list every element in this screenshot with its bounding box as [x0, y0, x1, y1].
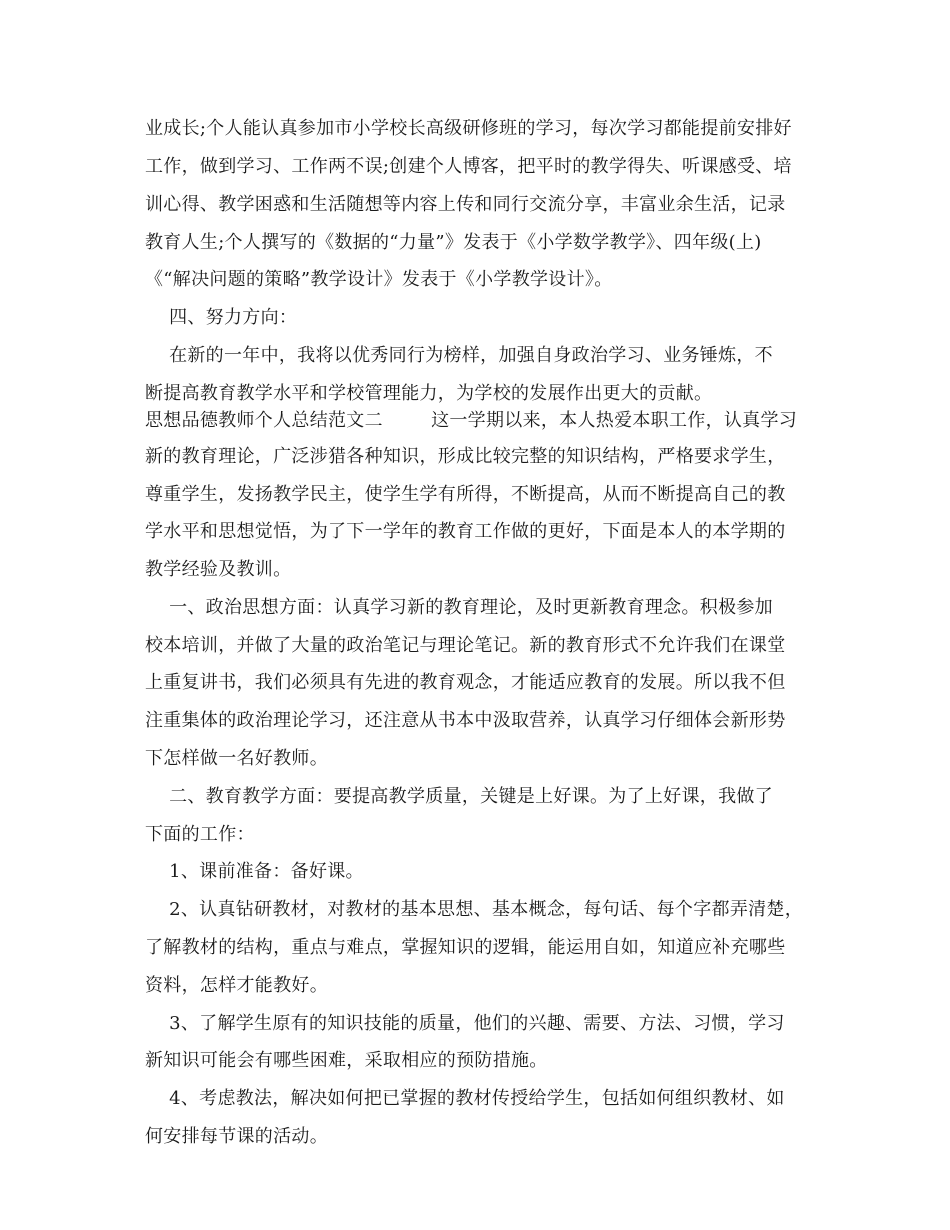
text-line: 断提高教育教学水平和学校管理能力，为学校的发展作出更大的贡献。	[145, 383, 713, 404]
text-line: 何安排每节课的活动。	[145, 1126, 328, 1147]
text-line: 工作，做到学习、工作两不误;创建个人博客，把平时的教学得失、听课感受、培	[145, 156, 792, 177]
text-line: 下面的工作：	[145, 824, 255, 845]
text-line: 教育人生;个人撰写的《数据的“力量”》发表于《小学数学教学》、四年级(上)	[145, 232, 762, 253]
text-line: 新的教育理论，广泛涉猎各种知识，形成比较完整的知识结构，严格要求学生，	[145, 446, 786, 467]
text-line: 新知识可能会有哪些困难，采取相应的预防措施。	[145, 1050, 548, 1071]
text-line: 训心得、教学困惑和生活随想等内容上传和同行交流分享，丰富业余生活，记录	[145, 194, 786, 215]
text-line: 注重集体的政治理论学习，还注意从书本中汲取营养，认真学习仔细体会新形势	[145, 710, 786, 731]
text-line: 尊重学生，发扬教学民主，使学生学有所得，不断提高，从而不断提高自己的教	[145, 484, 786, 505]
text-line: 在新的一年中，我将以优秀同行为榜样，加强自身政治学习、业务锤炼，不	[145, 345, 773, 366]
text-line: 1、课前准备：备好课。	[145, 861, 364, 882]
text-line: 一、政治思想方面：认真学习新的教育理论，及时更新教育理念。积极参加	[145, 597, 773, 618]
text-line: 校本培训，并做了大量的政治笔记与理论笔记。新的教育形式不允许我们在课堂	[145, 635, 786, 656]
text-line: 2、认真钻研教材，对教材的基本思想、基本概念，每句话、每个字都弄清楚，	[145, 899, 804, 920]
text-line: 《“解决问题的策略”教学设计》发表于《小学教学设计》。	[145, 269, 613, 290]
text-line: 上重复讲书，我们必须具有先进的教育观念，才能适应教育的发展。所以我不但	[145, 672, 786, 693]
text-line: 下怎样做一名好教师。	[145, 748, 328, 769]
text-line: 二、教育教学方面：要提高教学质量，关键是上好课。为了上好课，我做了	[145, 786, 773, 807]
section-heading: 四、努力方向：	[145, 307, 298, 328]
text-line: 教学经验及教训。	[145, 559, 292, 580]
text-line: 业成长;个人能认真参加市小学校长高级研修班的学习，每次学习都能提前安排好	[145, 118, 792, 139]
text-line: 资料，怎样才能教好。	[145, 975, 328, 996]
text-line: 了解教材的结构，重点与难点，掌握知识的逻辑，能运用自如，知道应补充哪些	[145, 937, 786, 958]
text-line: 3、了解学生原有的知识技能的质量，他们的兴趣、需要、方法、习惯，学习	[145, 1013, 785, 1034]
document-title-line: 思想品德教师个人总结范文二 这一学期以来，本人热爱本职工作，认真学习	[145, 410, 798, 431]
text-line: 4、考虑教法，解决如何把已掌握的教材传授给学生，包括如何组织教材、如	[145, 1088, 785, 1109]
text-line: 学水平和思想觉悟，为了下一学年的教育工作做的更好，下面是本人的本学期的	[145, 521, 786, 542]
